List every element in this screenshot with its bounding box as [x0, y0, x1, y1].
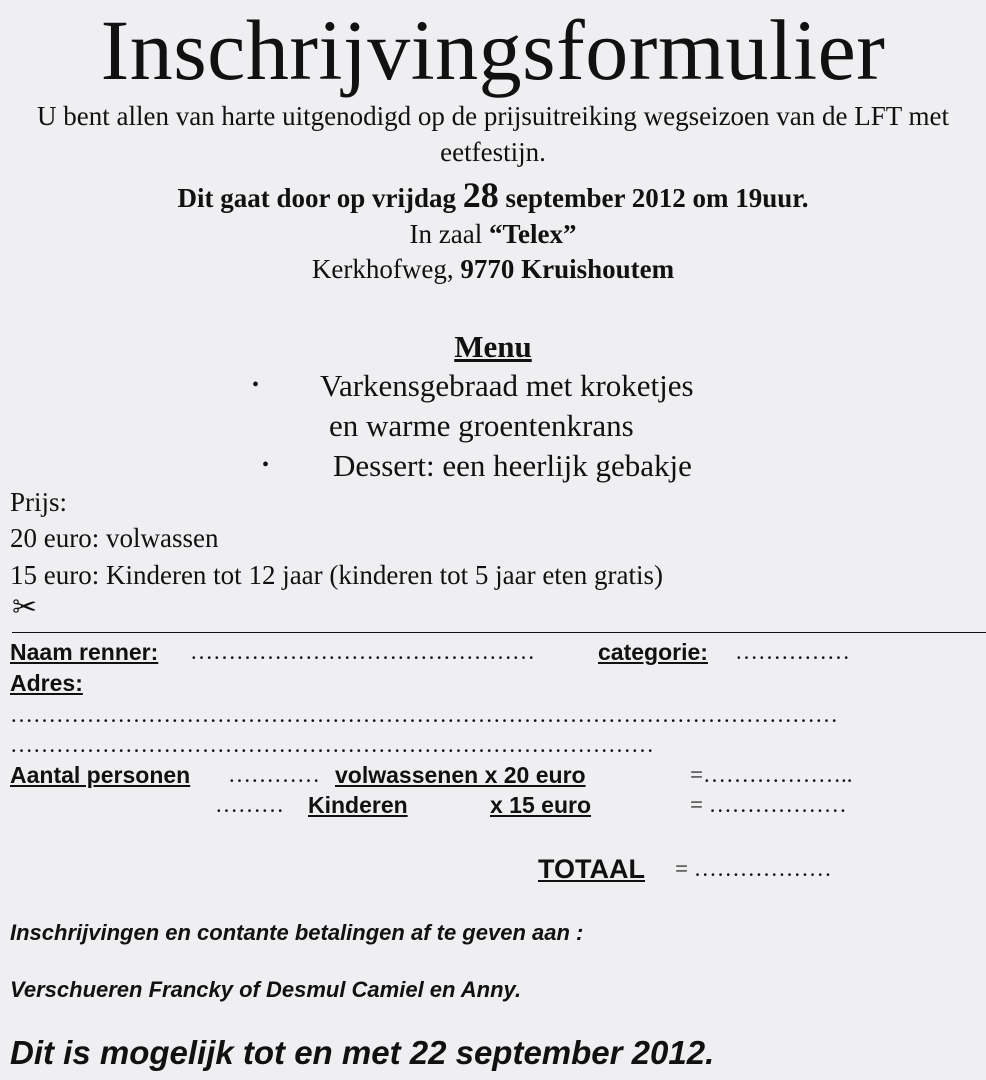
price-child: 15 euro: Kinderen tot 12 jaar (kinderen tot 5 jaar eten gratis): [10, 560, 664, 590]
event-date-suffix: september 2012 om 19uur.: [498, 183, 809, 213]
kinderen-total-field: = ………………: [690, 792, 847, 817]
cut-line: [12, 632, 986, 633]
event-address: [0, 252, 986, 286]
event-date: [0, 175, 986, 218]
menu-item-main: Varkensgebraad met kroketjes: [320, 368, 694, 403]
menu-item-main-continued: en warme groentenkrans: [329, 408, 634, 443]
naam-renner-label: Naam renner:: [10, 639, 159, 665]
adres-field-line1: ………………………………………………………………………………………………: [10, 702, 838, 727]
menu-item-dessert: Dessert: een heerlijk gebakje: [333, 448, 692, 483]
bullet-icon: •: [262, 454, 270, 476]
event-venue: [0, 217, 986, 251]
footer-deadline: Dit is mogelijk tot en met 22 september 2012.: [10, 1034, 715, 1071]
address-city: 9770 Kruishoutem: [460, 254, 675, 284]
price-adult: 20 euro: volwassen: [10, 523, 219, 553]
totaal-label: TOTAAL: [538, 854, 645, 884]
price-label: Prijs:: [10, 487, 68, 517]
menu-heading: Menu: [454, 329, 532, 364]
totaal-field: = ………………: [675, 856, 832, 881]
naam-renner-field: ………………………………………: [190, 639, 535, 664]
volwassenen-total-field: =………………..: [690, 762, 853, 787]
categorie-label: categorie:: [598, 639, 708, 665]
adres-label: Adres:: [10, 670, 83, 696]
kinderen-label: Kinderen: [308, 792, 408, 818]
adres-field-line2: …………………………………………………………………………: [10, 732, 654, 757]
footer-contacts: Verschueren Francky of Desmul Camiel en Anny.: [10, 977, 522, 1002]
kinderen-count-field: ………: [215, 792, 284, 817]
event-date-prefix: Dit gaat door op vrijdag: [177, 183, 463, 213]
scissors-icon: ✂: [12, 590, 38, 625]
volwassenen-count-field: …………: [228, 762, 320, 787]
footer-instructions: Inschrijvingen en contante betalingen af te geven aan :: [10, 920, 584, 945]
intro-text: U bent allen van harte uitgenodigd op de prijsuitreiking wegseizoen van de LFT met eetfestijn.: [36, 101, 949, 167]
venue-name: “Telex”: [488, 219, 577, 249]
address-street: Kerkhofweg,: [311, 254, 461, 284]
venue-prefix: In zaal: [409, 219, 489, 249]
kinderen-price-label: x 15 euro: [490, 792, 591, 818]
bullet-icon: •: [252, 374, 260, 396]
categorie-field: ……………: [735, 639, 850, 664]
aantal-personen-label: Aantal personen: [10, 762, 191, 788]
event-day: 28: [462, 175, 499, 215]
volwassenen-label: volwassenen x 20 euro: [335, 762, 586, 788]
page-title: Inschrijvingsformulier: [100, 2, 886, 98]
